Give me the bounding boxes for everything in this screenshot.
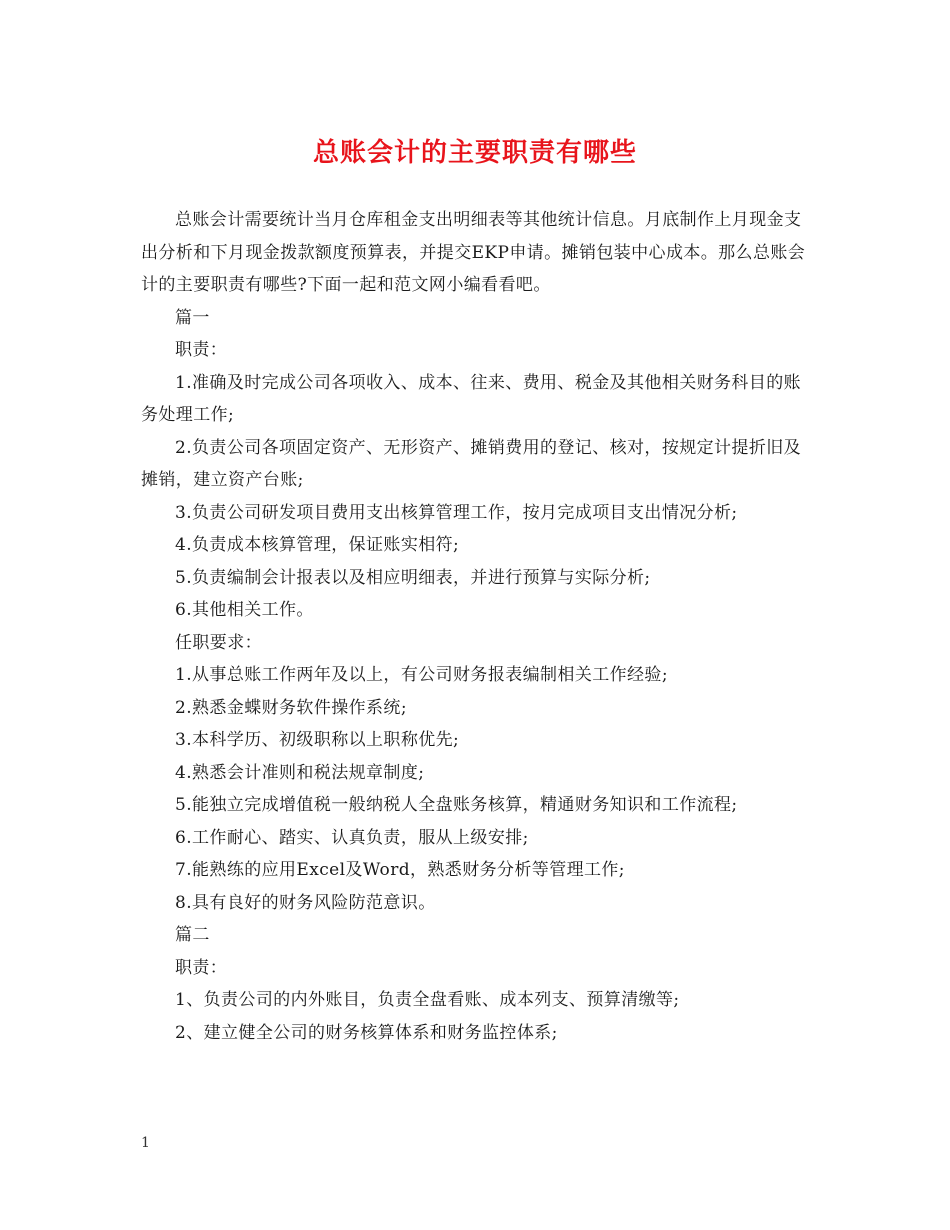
duty-item: 4.负责成本核算管理，保证账实相符; bbox=[175, 535, 460, 555]
requirement-item: 4.熟悉会计准则和税法规章制度; bbox=[175, 762, 425, 783]
requirements-heading: 任职要求： bbox=[175, 632, 262, 653]
duties-heading: 职责： bbox=[175, 340, 228, 360]
document-body bbox=[141, 204, 813, 1049]
duty-item: 1、负责公司的内外账目，负责全盘看账、成本列支、预算清缴等; bbox=[175, 990, 680, 1010]
duty-item: 2、建立健全公司的财务核算体系和财务监控体系; bbox=[175, 1022, 558, 1043]
requirement-item: 1.从事总账工作两年及以上，有公司财务报表编制相关工作经验; bbox=[175, 665, 668, 685]
section-heading-part-one: 篇一 bbox=[175, 307, 210, 328]
document-title: 总账会计的主要职责有哪些 bbox=[312, 138, 637, 168]
requirement-item: 6.工作耐心、踏实、认真负责，服从上级安排; bbox=[175, 827, 529, 848]
duty-item: 3.负责公司研发项目费用支出核算管理工作，按月完成项目支出情况分析; bbox=[175, 502, 738, 523]
requirement-item: 7.能熟练的应用Excel及Word，熟悉财务分析等管理工作; bbox=[175, 860, 625, 880]
intro-paragraph: 总账会计需要统计当月仓库租金支出明细表等其他统计信息。月底制作上月现金支出分析和下月现金拨款额度预算表，并提交EKP申请。摊销包装中心成本。那么总账会计的主要职责有哪些?下面一起和范文网小编看看吧。 bbox=[141, 210, 806, 295]
requirement-item: 3.本科学历、初级职称以上职称优先; bbox=[175, 730, 460, 750]
section-heading-part-two: 篇二 bbox=[175, 925, 210, 945]
page-number: 1 bbox=[141, 1135, 150, 1151]
requirement-item: 5.能独立完成增值税一般纳税人全盘账务核算，精通财务知识和工作流程; bbox=[175, 795, 738, 815]
duty-item: 2.负责公司各项固定资产、无形资产、摊销费用的登记、核对，按规定计提折旧及摊销，建立资产台账; bbox=[141, 437, 802, 490]
duty-item: 5.负责编制会计报表以及相应明细表，并进行预算与实际分析; bbox=[175, 567, 651, 588]
requirement-item: 8.具有良好的财务风险防范意识。 bbox=[175, 892, 436, 913]
duty-item: 6.其他相关工作。 bbox=[175, 600, 314, 620]
duty-item: 1.准确及时完成公司各项收入、成本、往来、费用、税金及其他相关财务科目的账务处理工作; bbox=[141, 372, 802, 425]
duties-heading: 职责： bbox=[175, 957, 228, 978]
requirement-item: 2.熟悉金蝶财务软件操作系统; bbox=[175, 697, 407, 718]
